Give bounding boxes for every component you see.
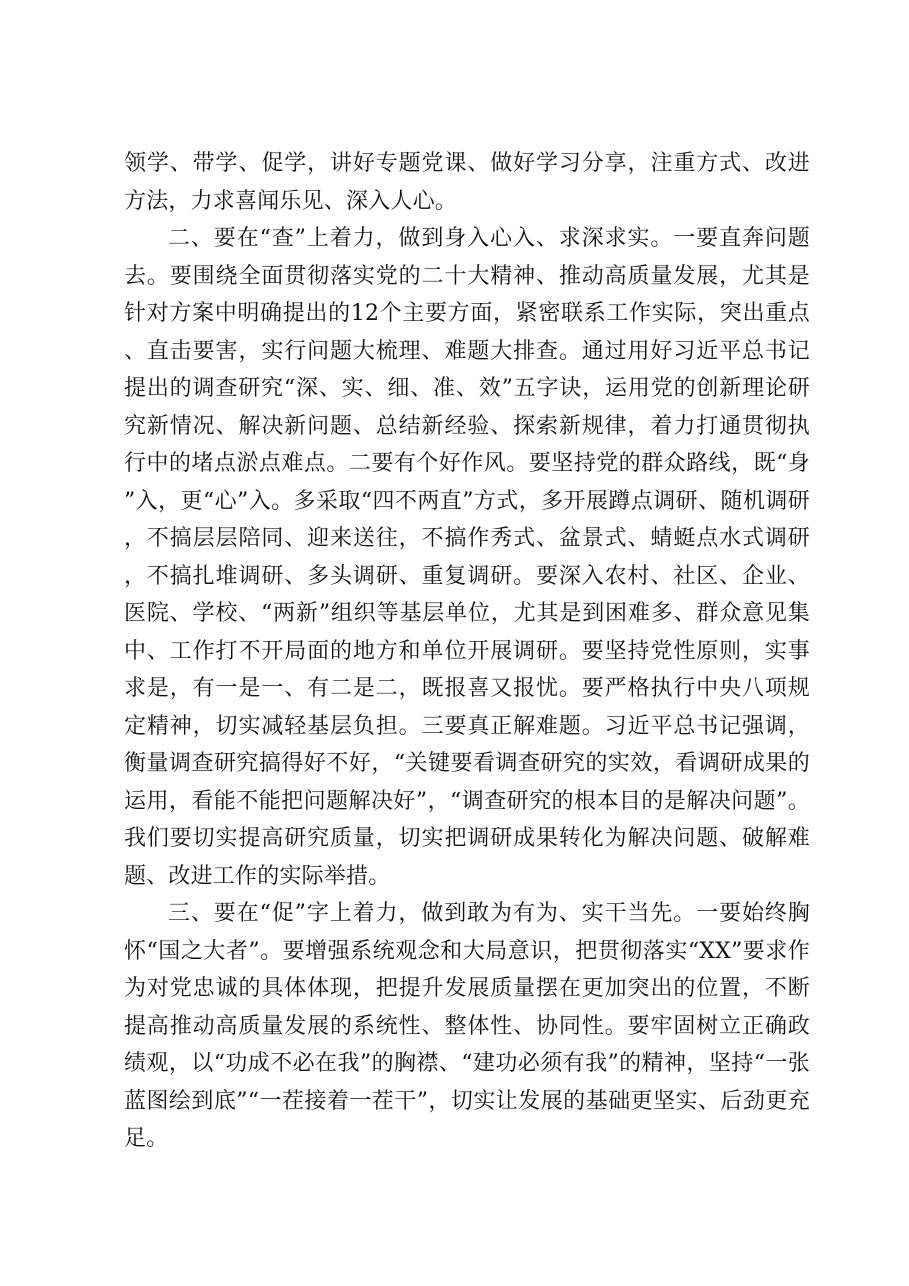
paragraph-section-two: 二、要在“查”上着力，做到身入心入、求深求实。一要直奔问题去。要围绕全面贯彻落实党的二十大精神、推动高质量发展，尤其是针对方案中明确提出的12个主要方面，紧密联系工作实际，突出重点、直击要害，实行问题大梳理、难题大排查。通过用好习近平总书记提出的调查研究“深、实、细、准、效”五字诀，运用党的创新理论研究新情况、解决新问题、总结新经验、探索新规律，着力打通贯彻执行中的堵点淤点难点。二要有个好作风。要坚持党的群众路线，既“身”入，更“心”入。多采取“四不两直”方式，多开展蹲点调研、随机调研，不搞层层陪同、迎来送往，不搞作秀式、盆景式、蜻蜓点水式调研，不搞扎堆调研、多头调研、重复调研。要深入农村、社区、企业、医院、学校、“两新”组织等基层单位，尤其是到困难多、群众意见集中、工作打不开局面的地方和单位开展调研。要坚持党性原则，实事求是，有一是一、有二是二，既报喜又报忧。要严格执行中央八项规定精神，切实减轻基层负担。三要真正解难题。习近平总书记强调，衡量调查研究搞得好不好，“关键要看调查研究的实效，看调研成果的运用，看能不能把问题解决好”，“调查研究的根本目的是解决问题”。我们要切实提高研究质量，切实把调研成果转化为解决问题、破解难题、改进工作的实际举措。 <box>124 226 810 889</box>
paragraph-continuation: 领学、带学、促学，讲好专题党课、做好学习分享，注重方式、改进方法，力求喜闻乐见、深入人心。 <box>124 151 810 214</box>
document-page <box>124 145 810 1158</box>
paragraph-section-three: 三、要在“促”字上着力，做到敢为有为、实干当先。一要始终胸怀“国之大者”。要增强系统观念和大局意识，把贯彻落实“XX”要求作为对党忠诚的具体体现，把提升发展质量摆在更加突出的位置，不断提高推动高质量发展的系统性、整体性、协同性。要牢固树立正确政绩观，以“功成不必在我”的胸襟、“建功必须有我”的精神，坚持“一张蓝图绘到底”“一茬接着一茬干”，切实让发展的基础更坚实、后劲更充足。 <box>124 901 810 1151</box>
